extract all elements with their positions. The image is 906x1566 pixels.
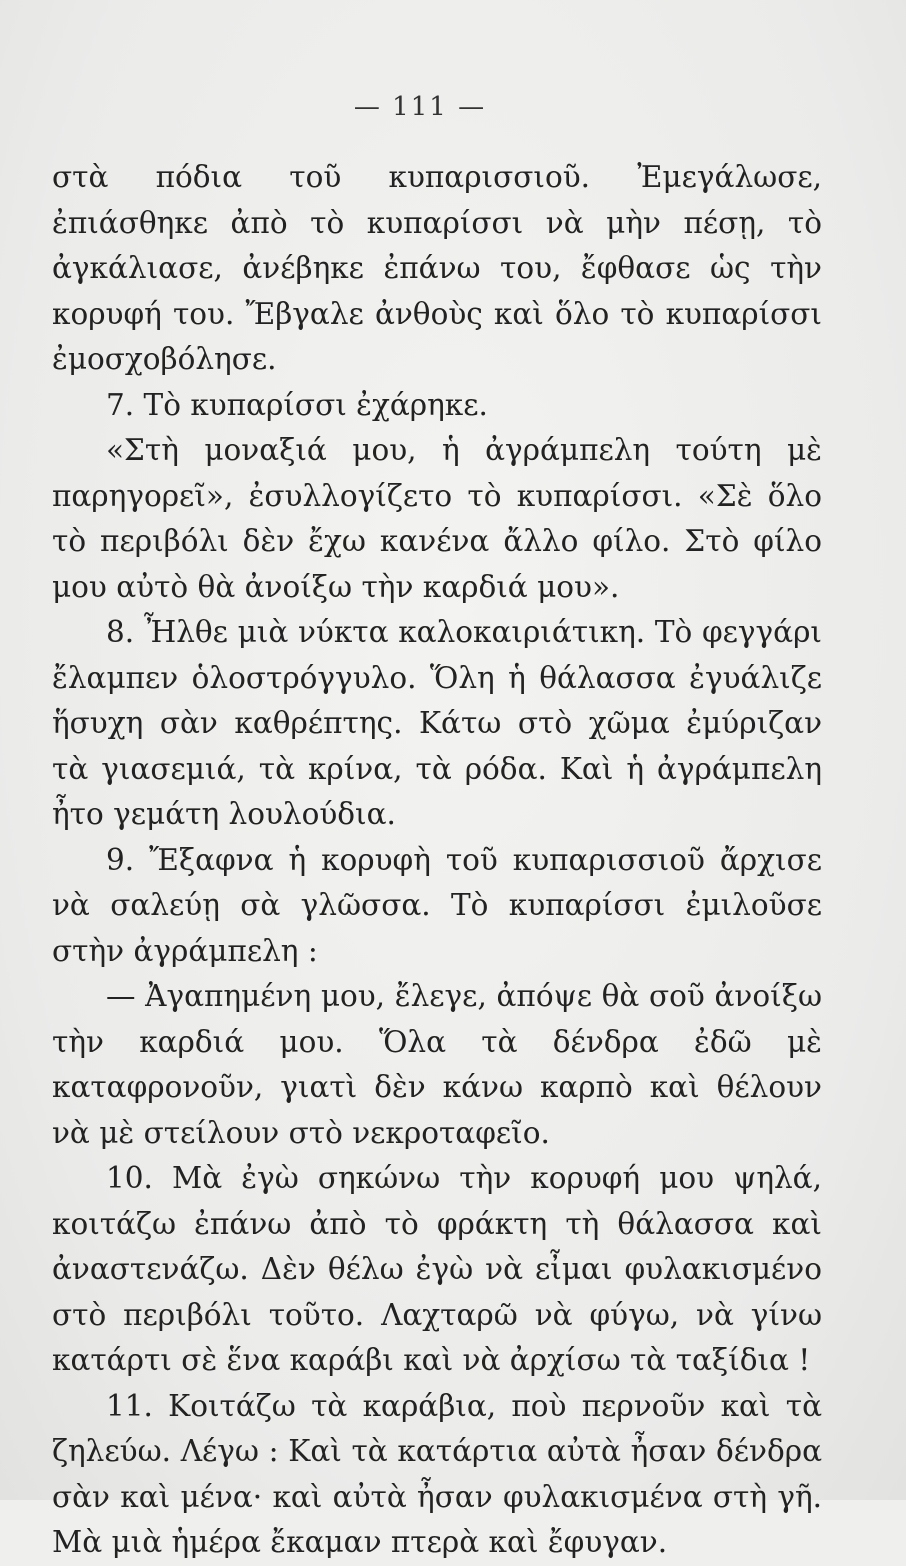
paragraph-3: «Στὴ μοναξιά μου, ἡ ἀγράμπελη τούτη μὲ παρηγορεῖ», ἐσυλλογίζετο τὸ κυπαρίσσι. «Σὲ ὅλο τὸ περιβόλι δὲν ἔχω κανένα ἄλλο φίλο. Στὸ φίλο μου αὐτὸ θὰ ἀνοίξω τὴν καρδιά μου». bbox=[52, 433, 822, 604]
paragraph-6: — Ἀγαπημένη μου, ἔλεγε, ἀπόψε θὰ σοῦ ἀνοίξω τὴν καρδιά μου. Ὅλα τὰ δένδρα ἐδῶ μὲ καταφρονοῦν, γιατὶ δὲν κάνω καρπὸ καὶ θέλουν νὰ μὲ στείλουν στὸ νεκροταφεῖο. bbox=[52, 979, 822, 1150]
page-number: — 111 — bbox=[353, 92, 487, 122]
body-text bbox=[52, 155, 822, 1566]
paragraph-5: 9. Ἔξαφνα ἡ κορυφὴ τοῦ κυπαρισσιοῦ ἄρχισε νὰ σαλεύῃ σὰ γλῶσσα. Τὸ κυπαρίσσι ἐμιλοῦσε στὴν ἀγράμπελη : bbox=[52, 842, 822, 968]
paragraph-4: 8. Ἦλθε μιὰ νύκτα καλοκαιριάτικη. Τὸ φεγγάρι ἔλαμπεν ὁλοστρόγγυλο. Ὅλη ἡ θάλασσα ἐγυάλιζε ἥσυχη σὰν καθρέπτης. Κάτω στὸ χῶμα ἐμύριζαν τὰ γιασεμιά, τὰ κρίνα, τὰ ρόδα. Καὶ ἡ ἀγράμπελη ἦτο γεμάτη λουλούδια. bbox=[52, 615, 822, 831]
paragraph-8: 11. Κοιτάζω τὰ καράβια, ποὺ περνοῦν καὶ τὰ ζηλεύω. Λέγω : Καὶ τὰ κατάρτια αὐτὰ ἦσαν δένδρα σὰν καὶ μένα· καὶ αὐτὰ ἦσαν φυλακισμένα στὴ γῆ. Μὰ μιὰ ἡμέρα ἔκαμαν πτερὰ καὶ ἔφυγαν. bbox=[52, 1388, 822, 1559]
paragraph-7: 10. Μὰ ἐγὼ σηκώνω τὴν κορυφή μου ψηλά, κοιτάζω ἐπάνω ἀπὸ τὸ φράκτη τὴ θάλασσα καὶ ἀναστενάζω. Δὲν θέλω ἐγὼ νὰ εἶμαι φυλακισμένο στὸ περιβόλι τοῦτο. Λαχταρῶ νὰ φύγω, νὰ γίνω κατάρτι σὲ ἕνα καράβι καὶ νὰ ἀρχίσω τὰ ταξίδια ! bbox=[52, 1161, 822, 1377]
paragraph-1: στὰ πόδια τοῦ κυπαρισσιοῦ. Ἐμεγάλωσε, ἐπιάσθηκε ἀπὸ τὸ κυπαρίσσι νὰ μὴν πέσῃ, τὸ ἀγκάλιασε, ἀνέβηκε ἐπάνω του, ἔφθασε ὡς τὴν κορυφή του. Ἔβγαλε ἀνθοὺς καὶ ὅλο τὸ κυπαρίσσι ἐμοσχοβόλησε. bbox=[52, 160, 822, 376]
paragraph-2: 7. Τὸ κυπαρίσσι ἐχάρηκε. bbox=[106, 387, 488, 422]
